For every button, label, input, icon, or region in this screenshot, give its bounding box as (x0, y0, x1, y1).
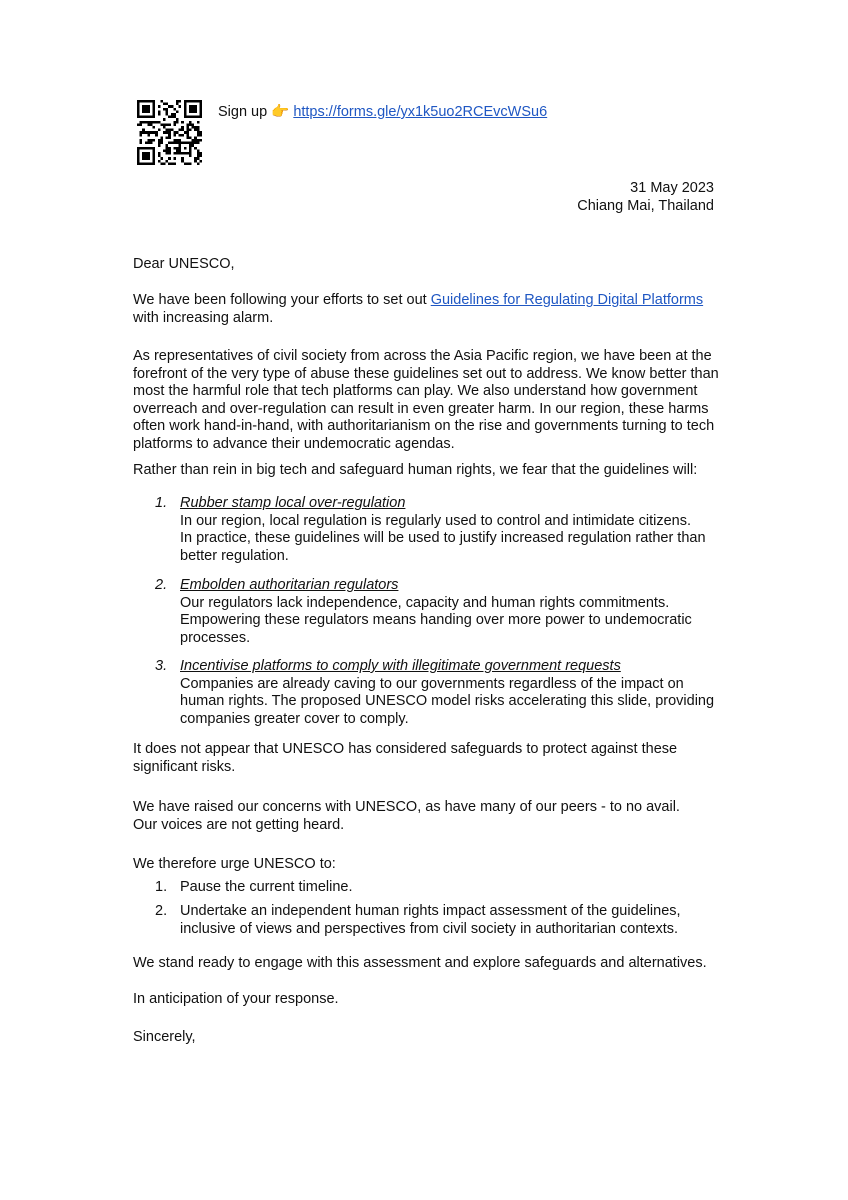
text-line: inclusive of views and perspectives from civil society in authoritarian contexts. (180, 920, 679, 937)
qr-code-icon[interactable] (137, 100, 202, 165)
fear-title: Rubber stamp local over-regulation (180, 495, 406, 511)
paragraph-concerns (133, 799, 723, 834)
signup-link[interactable]: https://forms.gle/yx1k5uo2RCEvcWSu6 (293, 104, 548, 120)
text-line: Undertake an independent human rights impact assessment of the guidelines, (180, 903, 681, 919)
text-line: forefront of the very type of abuse these guidelines set out to address. We know better than (133, 365, 719, 382)
text-line: often work hand-in-hand, with authoritarianism on the rise and governments turning to tech (133, 418, 715, 434)
text-line: We have raised our concerns with UNESCO, as have many of our peers - to no avail. (133, 799, 680, 815)
signup-label: Sign up (218, 104, 268, 120)
fear-title: Incentivise platforms to comply with illegitimate government requests (180, 658, 621, 674)
text-line: human rights. The proposed UNESCO model risks accelerating this slide, providing (180, 693, 715, 709)
text-line: significant risks. (133, 758, 236, 775)
list-number: 1. (155, 879, 168, 895)
text-line: platforms to advance their undemocratic agendas. (133, 435, 455, 452)
paragraph-urge-intro: We therefore urge UNESCO to: (133, 856, 336, 872)
text-line: In practice, these guidelines will be used to justify increased regulation rather than (180, 530, 706, 546)
text-line: overreach and over-regulation can result in even greater harm. In our region, these harms (133, 400, 709, 417)
list-number: 2. (155, 577, 168, 593)
paragraph-safeguards (133, 741, 723, 776)
text-line: As representatives of civil society from across the Asia Pacific region, we have been at the (133, 348, 712, 364)
text-line: Our regulators lack independence, capacity and human rights commitments. (180, 594, 670, 611)
list-number: 3. (155, 658, 168, 674)
date-location-block (577, 180, 714, 215)
text-line: companies greater cover to comply. (180, 710, 409, 727)
text-line: Pause the current timeline. (180, 879, 353, 895)
text-line: Empowering these regulators means handing over more power to undemocratic (180, 612, 692, 628)
text-line: better regulation. (180, 547, 289, 564)
pointing-hand-icon: 👉 (271, 104, 290, 120)
paragraph-anticipation: In anticipation of your response. (133, 991, 339, 1007)
fear-title: Embolden authoritarian regulators (180, 577, 399, 593)
intro-text-continued: with increasing alarm. (133, 309, 274, 326)
text-line: Our voices are not getting heard. (133, 816, 345, 833)
paragraph-fear-intro: Rather than rein in big tech and safeguard human rights, we fear that the guidelines will: (133, 462, 698, 478)
paragraph-intro (133, 292, 723, 327)
text-line: Companies are already caving to our governments regardless of the impact on (180, 675, 684, 692)
signup-line (218, 104, 547, 122)
text-line: It does not appear that UNESCO has considered safeguards to protect against these (133, 741, 678, 757)
text-line: In our region, local regulation is regularly used to control and intimidate citizens. (180, 512, 691, 529)
paragraph-stand-ready: We stand ready to engage with this assessment and explore safeguards and alternatives. (133, 955, 707, 971)
letter-date: 31 May 2023 (630, 180, 714, 196)
intro-text: We have been following your efforts to set out (133, 292, 431, 308)
list-number: 1. (155, 495, 168, 511)
letter-location: Chiang Mai, Thailand (577, 197, 714, 214)
text-line: processes. (180, 629, 251, 646)
closing: Sincerely, (133, 1029, 196, 1045)
text-line: most the harmful role that tech platforms can play. We also understand how government (133, 383, 698, 399)
paragraph-representatives (133, 348, 723, 453)
salutation: Dear UNESCO, (133, 256, 235, 272)
guidelines-link[interactable]: Guidelines for Regulating Digital Platforms (430, 292, 704, 308)
list-number: 2. (155, 903, 168, 919)
